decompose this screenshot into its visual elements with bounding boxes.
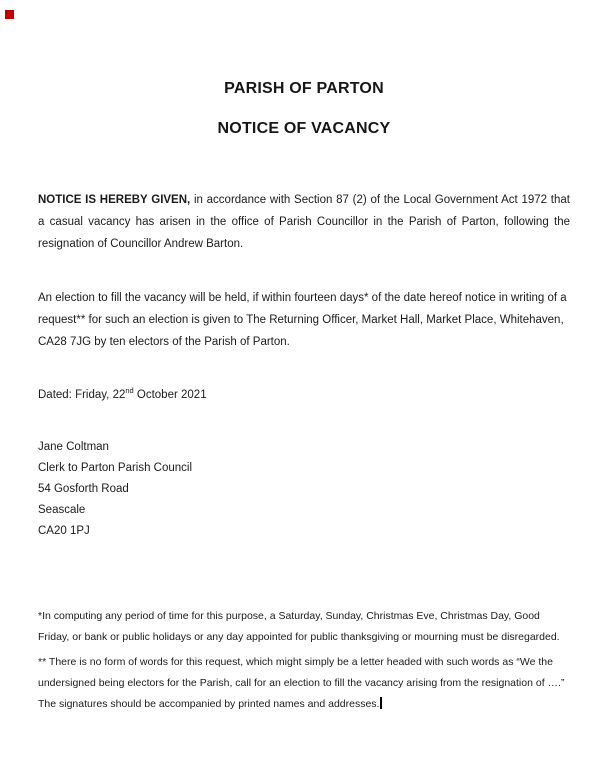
paragraph-notice (38, 189, 570, 255)
address-town: Seascale (38, 504, 86, 516)
doc-title: PARISH OF PARTON (224, 80, 384, 97)
ordinal-superscript: nd (125, 386, 134, 396)
red-square-marker (5, 10, 14, 19)
signatory-name: Jane Coltman (38, 441, 109, 453)
address-postcode: CA20 1PJ (38, 525, 90, 537)
footnote-2 (38, 652, 570, 715)
footnote-2-text: ** There is no form of words for this request, which might simply be a letter headed with such words as “We the undersigned being electors for the Parish, call for an election to fill the vacancy arising from the resignation of ….” The signatures should be accompanied by printed names and addresses. (38, 656, 565, 710)
notice-body-text: in accordance with Section 87 (2) of the Local Government Act 1972 that a casual vacancy has arisen in the office of Parish Councillor in the Parish of Parton, following the resignation of Councillor Andrew Barton. (38, 194, 570, 250)
dated-line (38, 384, 570, 406)
dated-suffix: October 2021 (133, 389, 207, 401)
signature-block (38, 437, 570, 542)
doc-subtitle: NOTICE OF VACANCY (217, 120, 391, 137)
address-street: 54 Gosforth Road (38, 483, 129, 495)
text-cursor (380, 697, 382, 709)
signatory-role: Clerk to Parton Parish Council (38, 462, 193, 474)
footnote-1: *In computing any period of time for this purpose, a Saturday, Sunday, Christmas Eve, Christmas Day, Good Friday, or bank or public holidays or any day appointed for public thanksgiving or mourning must be disregarded. (38, 610, 560, 643)
notice-bold-lead: NOTICE IS HEREBY GIVEN, (38, 194, 191, 206)
paragraph-election: An election to fill the vacancy will be held, if within fourteen days* of the date hereof notice in writing of a request** for such an election is given to The Returning Officer, Market Hall, Market Place, Whitehaven, CA28 7JG by ten electors of the Parish of Parton. (38, 292, 567, 348)
dated-prefix: Dated: Friday, 22 (38, 389, 126, 401)
